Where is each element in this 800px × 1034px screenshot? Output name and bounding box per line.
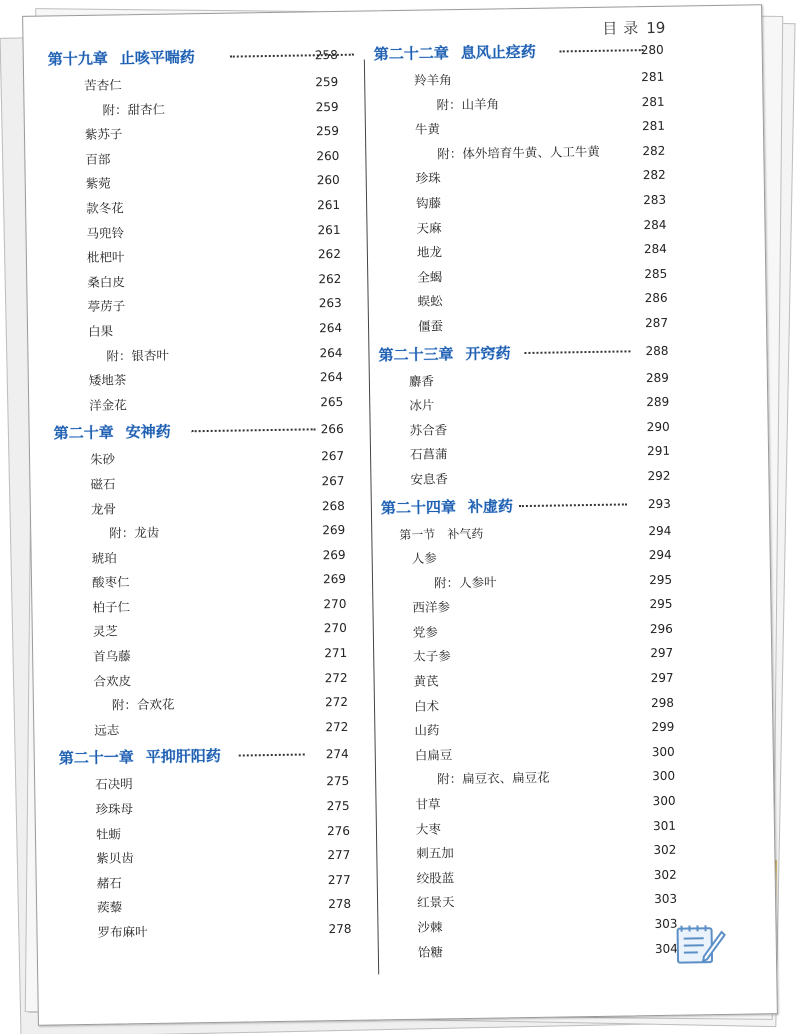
page-number: 258 <box>314 47 338 63</box>
page-number: 294 <box>648 523 672 538</box>
page-number: 259 <box>315 74 339 90</box>
page-number: 259 <box>315 99 339 114</box>
page-number: 280 <box>640 42 664 58</box>
entry-title: 石决明 <box>95 776 133 793</box>
entry-title: 苦杏仁 <box>84 77 122 93</box>
page-number: 267 <box>321 473 345 489</box>
page-number: 270 <box>323 621 347 636</box>
header-label: 目录 <box>602 19 645 38</box>
page-number: 277 <box>327 872 351 887</box>
page-number: 293 <box>647 496 671 511</box>
page-number: 292 <box>647 468 671 484</box>
entry-title: 首乌藤 <box>93 648 131 664</box>
page-number: 302 <box>653 867 677 882</box>
page-number: 304 <box>654 941 678 956</box>
entry-title: 牛黄 <box>414 121 441 137</box>
toc-entry[interactable] <box>61 917 351 946</box>
toc-chapter-entry[interactable] <box>48 40 338 75</box>
page-number: 266 <box>320 422 344 437</box>
entry-title: 全蝎 <box>417 269 443 285</box>
page-number: 269 <box>322 572 347 587</box>
entry-title: 羚羊角 <box>414 72 452 88</box>
toc-left-column <box>48 40 352 946</box>
page-number: 285 <box>644 266 668 281</box>
entry-title: 紫苏子 <box>84 126 123 143</box>
page-number: 281 <box>641 118 666 134</box>
page-number: 277 <box>327 848 351 863</box>
entry-title: 朱砂 <box>89 451 116 468</box>
entry-title: 刺五加 <box>416 845 454 862</box>
page-number: 276 <box>326 823 351 838</box>
chapter-name: 开窍药 <box>465 343 511 363</box>
page-number: 275 <box>326 774 350 789</box>
entry-title: 甘草 <box>415 796 441 812</box>
entry-title: 附：合欢花 <box>111 696 175 713</box>
entry-title: 钩藤 <box>415 195 442 211</box>
entry-title: 合欢皮 <box>93 672 132 689</box>
entry-title: 磁石 <box>90 476 116 492</box>
entry-title: 太子参 <box>413 648 451 665</box>
chapter-name: 平抑肝阳药 <box>145 747 221 767</box>
entry-title: 冰片 <box>409 397 435 413</box>
toc-chapter-entry[interactable] <box>59 739 349 774</box>
entry-title: 山药 <box>414 722 440 739</box>
page-number: 272 <box>324 695 349 710</box>
page-number: 287 <box>644 315 669 331</box>
entry-title: 百部 <box>85 151 111 167</box>
chapter-number: 第二十一章 <box>58 748 134 768</box>
page-number: 261 <box>317 222 341 237</box>
page-number: 296 <box>649 621 673 636</box>
toc-chapter-entry[interactable] <box>381 488 671 523</box>
page-number: 298 <box>650 695 675 710</box>
page-number: 272 <box>325 719 349 735</box>
page-number: 300 <box>651 744 675 759</box>
entry-title: 第一节 补气药 <box>399 526 484 542</box>
page-number: 302 <box>653 842 677 858</box>
toc-right-column <box>374 35 679 966</box>
chapter-title <box>48 42 195 74</box>
entry-title: 琥珀 <box>91 550 117 566</box>
toc-entry[interactable] <box>388 936 678 965</box>
page-number: 267 <box>321 449 345 464</box>
entry-title: 安息香 <box>410 471 449 487</box>
page-number: 271 <box>324 645 348 661</box>
page-number: 290 <box>646 419 670 434</box>
leader-dots <box>524 350 630 354</box>
page-number: 303 <box>654 892 678 907</box>
leader-dots <box>560 49 644 52</box>
entry-title: 珍珠母 <box>95 801 134 817</box>
entry-title: 牡蛎 <box>95 826 122 842</box>
entry-title: 柏子仁 <box>92 599 131 615</box>
entry-title: 苏合香 <box>409 421 448 438</box>
entry-title: 地龙 <box>416 244 443 260</box>
entry-title: 人参 <box>411 550 437 566</box>
entry-title: 党参 <box>412 624 438 640</box>
entry-title: 珍珠 <box>415 170 441 187</box>
toc-chapter-entry[interactable] <box>53 414 343 449</box>
entry-title: 矮地茶 <box>88 372 127 388</box>
chapter-number: 第二十章 <box>53 423 114 443</box>
entry-title: 蒺藜 <box>97 899 123 916</box>
entry-title: 沙棘 <box>417 919 443 935</box>
entry-title: 绞股蓝 <box>416 870 455 886</box>
chapter-number: 第二十四章 <box>380 497 457 517</box>
page-number: 264 <box>319 345 343 360</box>
page-number: 291 <box>647 444 671 459</box>
page-number: 295 <box>649 572 673 587</box>
page-number: 278 <box>328 897 352 912</box>
page-number: 297 <box>650 670 674 686</box>
entry-title: 附：人参叶 <box>433 574 497 591</box>
page-number: 288 <box>645 343 669 358</box>
chapter-title <box>53 417 170 449</box>
page-number: 300 <box>652 769 676 784</box>
entry-title: 葶苈子 <box>87 298 126 315</box>
page-number: 275 <box>326 798 350 814</box>
page-number: 268 <box>321 498 345 513</box>
page-number: 281 <box>641 94 665 109</box>
entry-title: 附：体外培育牛黄、人工牛黄 <box>437 143 600 162</box>
page-number: 269 <box>322 522 346 538</box>
page-number: 259 <box>315 124 340 139</box>
page-number: 286 <box>644 291 668 306</box>
entry-title: 灵芝 <box>92 623 118 640</box>
page-number: 263 <box>318 296 342 311</box>
entry-title: 桑白皮 <box>87 274 125 290</box>
toc-page <box>22 4 778 1025</box>
page-number: 274 <box>325 747 349 762</box>
chapter-title <box>374 37 536 70</box>
entry-title: 龙骨 <box>90 500 116 517</box>
chapter-number: 第二十三章 <box>378 344 454 364</box>
entry-title: 白术 <box>413 698 440 714</box>
entry-title: 石菖蒲 <box>409 446 448 463</box>
leader-dots <box>239 754 305 757</box>
toc-chapter-entry[interactable] <box>378 335 668 370</box>
page-number: 281 <box>641 69 665 85</box>
page-number: 303 <box>654 916 678 932</box>
entry-title: 洋金花 <box>89 396 127 413</box>
leader-dots <box>519 503 627 507</box>
entry-title: 黄芪 <box>413 673 439 689</box>
chapter-title <box>59 741 221 774</box>
page-number: 297 <box>650 646 674 661</box>
page-number: 262 <box>317 247 342 262</box>
entry-title: 西洋参 <box>412 599 451 616</box>
toc-chapter-entry[interactable] <box>374 35 664 70</box>
entry-title: 附：扁豆衣、扁豆花 <box>437 770 550 787</box>
page-number: 265 <box>320 394 344 409</box>
entry-title: 酸枣仁 <box>91 574 130 591</box>
entry-title: 枇杷叶 <box>86 249 125 266</box>
notebook-pencil-icon <box>673 920 726 967</box>
entry-title: 罗布麻叶 <box>97 924 148 940</box>
page-number: 289 <box>645 370 669 385</box>
entry-title: 远志 <box>94 722 120 738</box>
entry-title: 麝香 <box>408 372 435 389</box>
page-number: 261 <box>317 197 341 213</box>
page-number: 278 <box>328 921 352 937</box>
entry-title: 白果 <box>87 323 114 339</box>
entry-title: 紫菀 <box>85 175 111 192</box>
chapter-title <box>378 338 510 370</box>
page-number: 270 <box>323 596 347 612</box>
page-number: 301 <box>652 818 677 833</box>
chapter-number: 第十九章 <box>47 49 108 69</box>
page-number: 300 <box>652 793 676 809</box>
page-number: 264 <box>319 320 343 336</box>
page-number: 282 <box>642 168 666 183</box>
page-number: 264 <box>319 370 343 385</box>
entry-title: 附：甜杏仁 <box>102 101 166 118</box>
entry-title: 蜈蚣 <box>417 293 443 310</box>
entry-title: 白扁豆 <box>414 747 453 763</box>
chapter-name: 安神药 <box>125 422 171 442</box>
entry-title: 饴糖 <box>417 943 443 960</box>
page-number: 269 <box>322 547 346 562</box>
page-number: 260 <box>316 148 340 164</box>
entry-title: 紫贝齿 <box>96 850 134 867</box>
page-number: 260 <box>316 173 340 188</box>
page-number: 289 <box>646 394 670 410</box>
entry-title: 附：龙齿 <box>109 524 160 541</box>
page-number: 295 <box>649 597 673 612</box>
entry-title: 天麻 <box>416 219 442 236</box>
header-page-number: 19 <box>646 18 666 38</box>
entry-title: 马兜铃 <box>86 224 125 241</box>
entry-title: 附：山羊角 <box>436 95 500 112</box>
entry-title: 红景天 <box>416 894 455 911</box>
entry-title: 附：银杏叶 <box>106 347 170 364</box>
page-number: 284 <box>643 241 667 257</box>
leader-dots <box>192 429 316 433</box>
page-number: 272 <box>324 670 348 685</box>
chapter-number: 第二十二章 <box>373 44 449 64</box>
page-number: 282 <box>642 143 666 158</box>
page-number: 294 <box>648 547 672 563</box>
entry-title: 僵蚕 <box>417 318 444 334</box>
entry-title: 款冬花 <box>86 200 124 216</box>
entry-title: 赭石 <box>96 875 122 891</box>
chapter-name: 补虚药 <box>467 496 514 516</box>
chapter-name: 止咳平喘药 <box>119 48 195 68</box>
entry-title: 大枣 <box>415 821 442 837</box>
chapter-title <box>381 491 513 523</box>
page-number: 283 <box>643 192 667 208</box>
chapter-name: 息风止痉药 <box>460 42 536 62</box>
page-number: 262 <box>318 271 342 287</box>
page-number: 284 <box>643 217 667 232</box>
page-number: 299 <box>651 719 675 735</box>
